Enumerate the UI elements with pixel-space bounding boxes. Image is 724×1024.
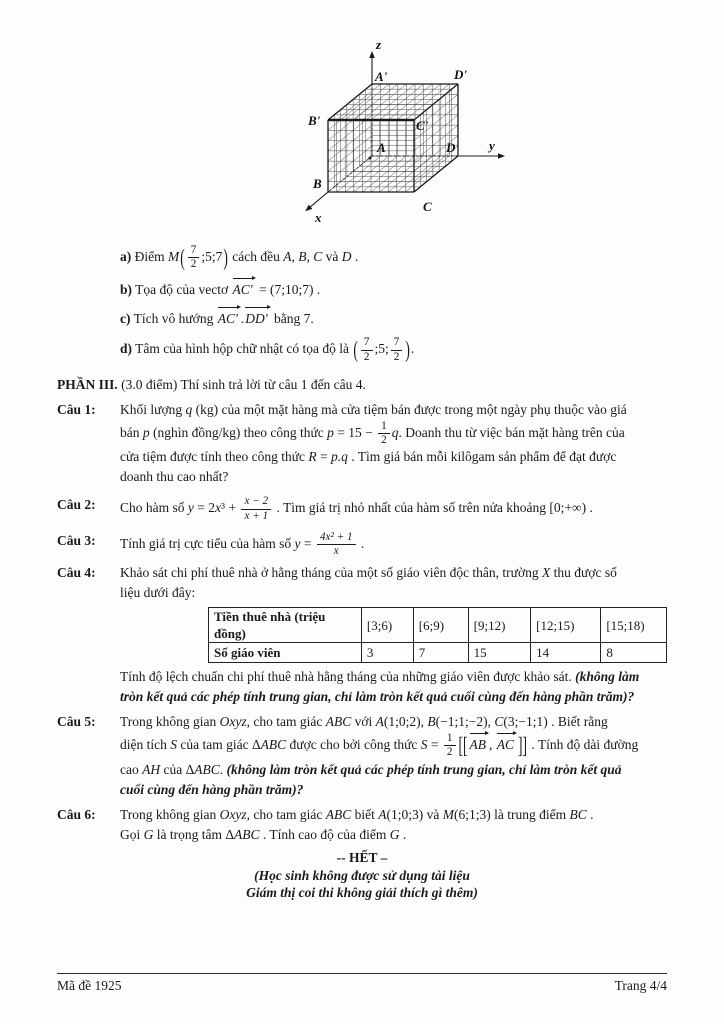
text-line [120, 420, 667, 447]
text-segment: , cho tam giác [246, 714, 326, 730]
table-interval-cell: [12;15) [531, 608, 601, 643]
part3-heading [57, 375, 667, 395]
vertex-label-a-prime: A' [375, 69, 388, 84]
fraction: $\frac{7}{2}$ [361, 336, 373, 363]
axis-label-z: z [376, 37, 382, 52]
text-segment: A, B, C [283, 248, 323, 264]
table-interval-cell: [9;12) [468, 608, 531, 643]
text-segment: bán [120, 424, 143, 440]
text-segment: (nghìn đồng/kg) theo công thức [149, 424, 328, 440]
text-segment: . [399, 826, 407, 842]
text-segment: . Doanh thu từ việc bán mặt hàng trên của [398, 424, 625, 440]
text-segment: p.q [331, 449, 348, 465]
text-segment: BC [569, 806, 587, 822]
statement-item-c [120, 307, 667, 329]
text-segment: R [308, 449, 317, 465]
table-row-label: Số giáo viên [209, 643, 362, 663]
text-segment: Tính độ lệch chuẩn chi phí thuê nhà hằng tháng của những giáo viên được khảo sát. [120, 669, 576, 685]
table-interval-cell: [15;18) [601, 608, 667, 643]
text-line [120, 805, 667, 825]
text-line [120, 495, 667, 522]
text-segment: (kg) của một mặt hàng mà cửa tiệm bán được trong một ngày phụ thuộc vào giá [192, 401, 627, 417]
text-segment: . [410, 341, 415, 357]
vertex-label-d: D [446, 140, 456, 155]
text-segment: = [300, 535, 315, 551]
text-segment: c) [120, 311, 131, 327]
text-segment: Oxyz [219, 714, 247, 730]
text-segment: Tính giá trị cực tiểu của hàm số [120, 535, 295, 551]
question-3-label: Câu 3: [57, 532, 96, 548]
text-segment: = [427, 737, 442, 752]
text-line [120, 687, 667, 707]
text-segment: liệu dưới đây: [120, 585, 196, 601]
text-segment: Cho hàm số [120, 500, 188, 516]
vertex-label-a: A [377, 140, 386, 155]
table-interval-cell: [3;6) [361, 608, 413, 643]
text-segment: y [294, 535, 301, 551]
axis-label-x: x [315, 210, 322, 225]
text-segment: p [142, 424, 150, 440]
text-segment: A [375, 714, 384, 730]
table-count-cell: 15 [468, 643, 531, 663]
vertex-label-b-prime: B' [308, 113, 321, 128]
text-line [120, 712, 667, 732]
text-segment: doanh thu cao nhất? [120, 469, 229, 485]
fraction: $\frac{\text{4x² + 1}}{x}$ [317, 531, 356, 558]
text-segment: AH [142, 761, 161, 777]
closing-note-1: (Học sinh không được sử dụng tài liệu [254, 867, 470, 883]
vertex-label-c-prime: C' [416, 118, 429, 133]
text-segment: Khối lượng [120, 401, 186, 417]
text-segment: Gọi [120, 826, 144, 842]
text-segment: y [187, 500, 194, 516]
text-segment: (3;−1;1) . Biết rằng [503, 714, 608, 730]
statement-item-d [120, 336, 667, 363]
text-segment: . [357, 535, 365, 551]
text-segment: Tích vô hướng [130, 311, 217, 327]
vector-overline: DD' [244, 307, 270, 329]
text-line [120, 583, 667, 603]
question-4 [57, 563, 667, 707]
fraction: $\frac{7}{2}$ [188, 244, 200, 271]
big-bracket: ( [180, 243, 185, 271]
text-segment: (1;0;2), [383, 714, 428, 730]
text-line [120, 732, 667, 759]
text-segment: Tâm của hình hộp chữ nhật có tọa độ là [132, 341, 353, 357]
text-segment: Trong không gian [120, 714, 220, 730]
box-figure-svg [280, 36, 530, 232]
text-segment: PHẦN III. [57, 376, 118, 392]
text-segment: M [168, 248, 180, 264]
text-segment: (1;0;3) và [386, 806, 443, 822]
text-line [120, 400, 667, 420]
text-segment: Trong không gian [120, 806, 220, 822]
question-1 [57, 400, 667, 487]
text-segment: biết [351, 806, 379, 822]
table-interval-cell: [6;9) [413, 608, 468, 643]
text-line [120, 667, 667, 687]
text-segment: . [240, 311, 245, 327]
question-2-label: Câu 2: [57, 497, 96, 513]
question-6-label: Câu 6: [57, 806, 96, 822]
table-count-cell: 8 [601, 643, 667, 663]
text-segment: với [351, 714, 376, 730]
big-bracket: ( [353, 336, 358, 363]
text-segment: = 15 − [333, 424, 377, 440]
fraction: $\frac{x - 2}{x + 1}$ [241, 495, 271, 522]
text-segment: thu được số [550, 565, 617, 581]
text-segment: B [427, 714, 436, 730]
figure-axes [305, 51, 505, 211]
text-segment: bằng 7. [270, 311, 314, 327]
text-segment: C [494, 714, 504, 730]
question-4-label: Câu 4: [57, 565, 96, 581]
vertex-label-c: C [423, 199, 432, 214]
text-line [120, 531, 667, 558]
figure-edges [328, 84, 458, 192]
text-segment: ABC [234, 826, 260, 842]
text-segment: của tam giác Δ [177, 737, 261, 752]
vector-overline: AC' [232, 278, 256, 300]
vector-overline: AC' [217, 307, 241, 329]
text-segment: D [341, 248, 352, 264]
table-header-row [209, 608, 667, 643]
statement-item-a [120, 244, 667, 271]
table-count-cell: 7 [413, 643, 468, 663]
text-segment: (−1;1;−2), [435, 714, 495, 730]
text-segment: và [322, 248, 342, 264]
text-segment: ³ + [221, 500, 240, 516]
text-line [120, 760, 667, 780]
text-segment: Tọa độ của vectơ [132, 282, 232, 298]
text-segment: = [316, 449, 332, 465]
question-2-body [120, 495, 667, 522]
text-segment: G [389, 826, 400, 842]
vertex-label-b: B [313, 176, 322, 191]
text-segment: là trọng tâm Δ [153, 826, 235, 842]
question-5-body [120, 712, 667, 799]
fraction: $\frac{1}{2}$ [444, 732, 456, 759]
text-segment: tròn kết quả các phép tính trung gian, chỉ làm tròn kết quả cuối cùng đến hàng phần trăm)? [120, 689, 635, 705]
big-bracket: ) [405, 336, 410, 363]
text-segment: ABC [325, 806, 352, 822]
question-1-label: Câu 1: [57, 401, 96, 417]
text-segment: , [489, 737, 496, 752]
text-segment: S [420, 737, 428, 752]
text-segment: . Tìm giá trị nhỏ nhất của hàm số trên nửa khoảng [0;+∞) . [273, 500, 593, 516]
box-figure [280, 36, 530, 232]
text-segment: . Tìm giá bán mỗi kilôgam sản phẩm để đạt được [347, 449, 617, 465]
text-segment: Khảo sát chi phí thuê nhà ở hằng tháng của một số giáo viên độc thân, trường [120, 565, 543, 581]
text-segment: ABC [194, 761, 220, 777]
text-segment: p [327, 424, 334, 440]
text-segment: Điểm [131, 248, 168, 264]
text-segment: ;5; [374, 341, 389, 357]
statement-item-b [120, 278, 667, 300]
table-count-cell: 3 [361, 643, 413, 663]
question-5-label: Câu 5: [57, 714, 96, 730]
text-segment: ABC [260, 737, 287, 752]
text-segment: G [143, 826, 154, 842]
text-segment: . Tính độ dài đường [528, 737, 639, 752]
text-segment: . [586, 806, 594, 822]
question-2 [57, 495, 667, 522]
text-segment: cao [120, 761, 143, 777]
question-4-body [120, 563, 667, 707]
big-bracket: ]] [518, 732, 528, 759]
text-segment: b) [120, 282, 133, 298]
text-segment: A [378, 806, 387, 822]
table-count-cell: 14 [531, 643, 601, 663]
closing-note-2: Giám thị coi thi không giải thích gì thêm) [246, 885, 478, 901]
text-segment: . [351, 248, 359, 264]
exam-code: Mã đề 1925 [57, 978, 122, 993]
text-line [120, 467, 667, 487]
question-4-intro [120, 563, 667, 603]
text-segment: cách đều [228, 248, 284, 264]
text-segment: q [185, 401, 193, 417]
text-line [120, 825, 667, 845]
question-3-body [120, 531, 667, 558]
table-data-row [209, 643, 667, 663]
vector-overline: AB [469, 733, 490, 755]
big-bracket: [[ [458, 732, 468, 759]
text-segment: ABC [325, 714, 352, 730]
text-segment: (không làm [575, 669, 640, 685]
text-segment: (3.0 điểm) Thí sinh trả lời từ câu 1 đến câu 4. [117, 376, 366, 392]
question-6-body [120, 805, 667, 845]
question-1-body [120, 400, 667, 487]
page-footer [57, 973, 667, 994]
text-segment: = (7;10;7) . [255, 282, 321, 298]
text-segment: x [215, 500, 222, 516]
question-6 [57, 805, 667, 845]
table-header-label: Tiền thuê nhà (triệu đồng) [209, 608, 362, 643]
question-3 [57, 531, 667, 558]
rent-frequency-table [208, 607, 667, 663]
big-bracket: ) [223, 243, 228, 271]
page-number: Trang 4/4 [614, 978, 667, 993]
question-4-task [120, 667, 667, 707]
figure-labels [307, 37, 495, 225]
question-5 [57, 712, 667, 799]
text-segment: a) [120, 248, 132, 264]
text-segment: = 2 [193, 500, 216, 516]
text-segment: của Δ [160, 761, 195, 777]
text-segment: d) [120, 341, 133, 357]
text-segment: X [542, 565, 551, 581]
vertex-label-d-prime: D' [454, 67, 467, 82]
text-segment: được cho bởi công thức [286, 737, 421, 752]
vector-overline: AC [496, 733, 517, 755]
text-segment: ;5;7 [201, 248, 223, 264]
text-segment: cuối cùng đến hàng phần trăm)? [120, 781, 304, 797]
text-line [120, 780, 667, 800]
text-segment: (không làm tròn kết quả các phép tính trung gian, chỉ làm tròn kết quả [226, 761, 622, 777]
text-line [120, 447, 667, 467]
text-segment: . [219, 761, 227, 777]
text-segment: . Tính cao độ của điểm [259, 826, 390, 842]
text-segment: S [170, 737, 177, 752]
text-segment: Oxyz [219, 806, 247, 822]
end-marker: -- HẾT – [336, 849, 388, 865]
axis-label-y: y [489, 138, 495, 153]
text-segment: M [442, 806, 454, 822]
text-line [120, 563, 667, 583]
fraction: $\frac{7}{2}$ [391, 336, 403, 363]
fraction: $\frac{1}{2}$ [378, 420, 390, 447]
text-segment: cửa tiệm được tính theo công thức [120, 449, 309, 465]
text-segment: (6;1;3) là trung điểm [454, 806, 570, 822]
text-segment: q [391, 424, 399, 440]
text-segment: diện tích [120, 737, 171, 752]
text-segment: , cho tam giác [246, 806, 326, 822]
